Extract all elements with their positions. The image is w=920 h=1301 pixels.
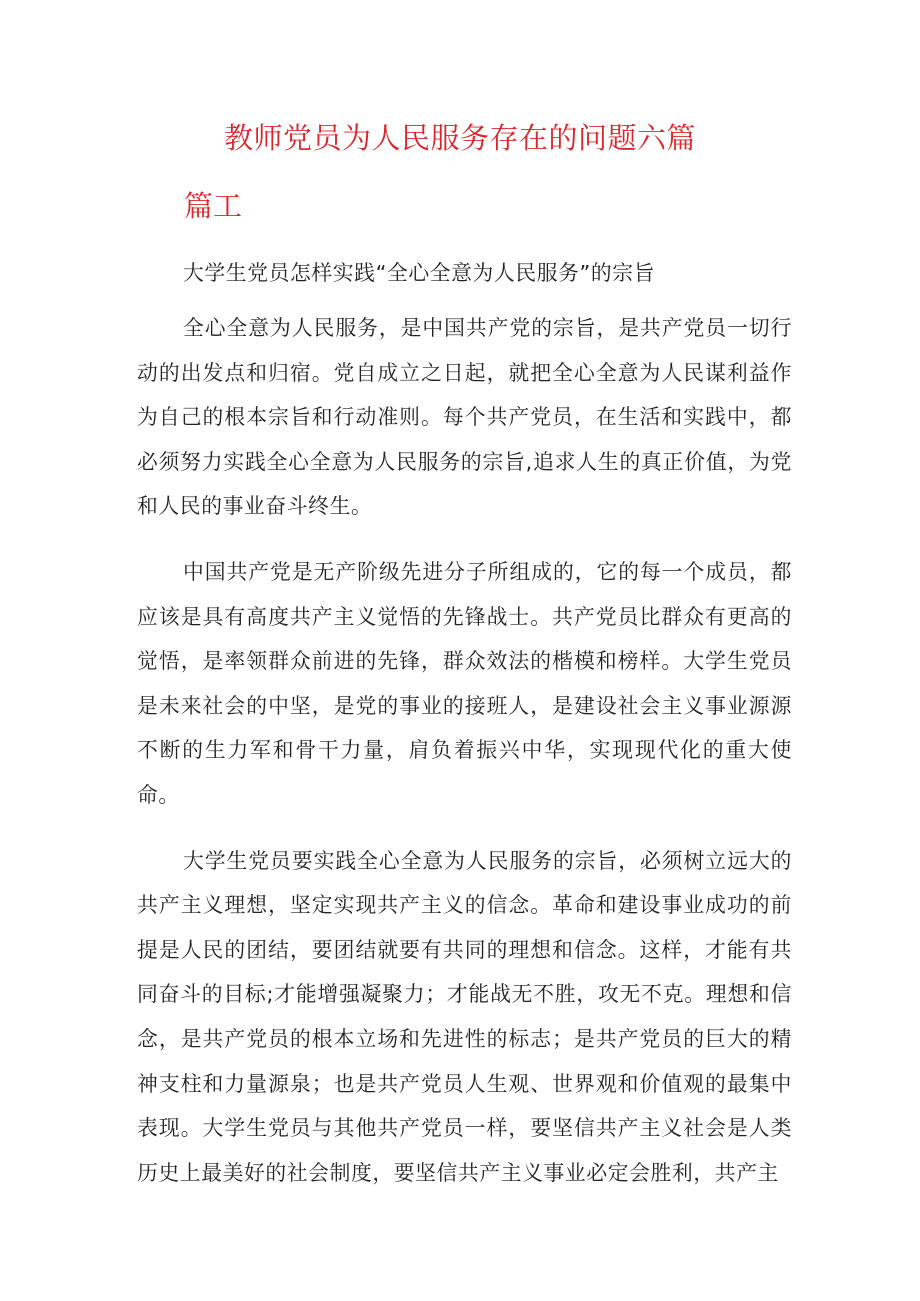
paragraph-1: 全心全意为人民服务，是中国共产党的宗旨，是共产党员一切行动的出发点和归宿。党自成立之日起，就把全心全意为人民谋利益作为自己的根本宗旨和行动准则。每个共产党员，在生活和实践中，都必须努力实践全心全意为人民服务的宗旨,追求人生的真正价值，为党和人民的事业奋斗终生。	[137, 316, 792, 519]
paragraph-3: 大学生党员要实践全心全意为人民服务的宗旨，必须树立远大的共产主义理想，坚定实现共产主义的信念。革命和建设事业成功的前提是人民的团结，要团结就要有共同的理想和信念。这样，才能有共同奋斗的目标;才能增强凝聚力；才能战无不胜，攻无不克。理想和信念，是共产党员的根本立场和先进性的标志；是共产党员的巨大的精神支柱和力量源泉；也是共产党员人生观、世界观和价值观的最集中表现。大学生党员与其他共产党员一样，要坚信共产主义社会是人类历史上最美好的社会制度，要坚信共产主义事业必定会胜利，共产主	[137, 848, 792, 1185]
document-title: 教师党员为人民服务存在的问题六篇	[223, 121, 696, 155]
article-subheading: 大学生党员怎样实践“全心全意为人民服务”的宗旨	[183, 261, 656, 285]
section-heading: 篇工	[184, 189, 243, 223]
paragraph-2: 中国共产党是无产阶级先进分子所组成的，它的每一个成员，都应该是具有高度共产主义觉悟的先锋战士。共产党员比群众有更高的觉悟，是率领群众前进的先锋，群众效法的楷模和榜样。大学生党员是未来社会的中坚，是党的事业的接班人，是建设社会主义事业源源不断的生力军和骨干力量，肩负着振兴中华，实现现代化的重大使命。	[137, 559, 792, 807]
document-body	[137, 254, 792, 1195]
